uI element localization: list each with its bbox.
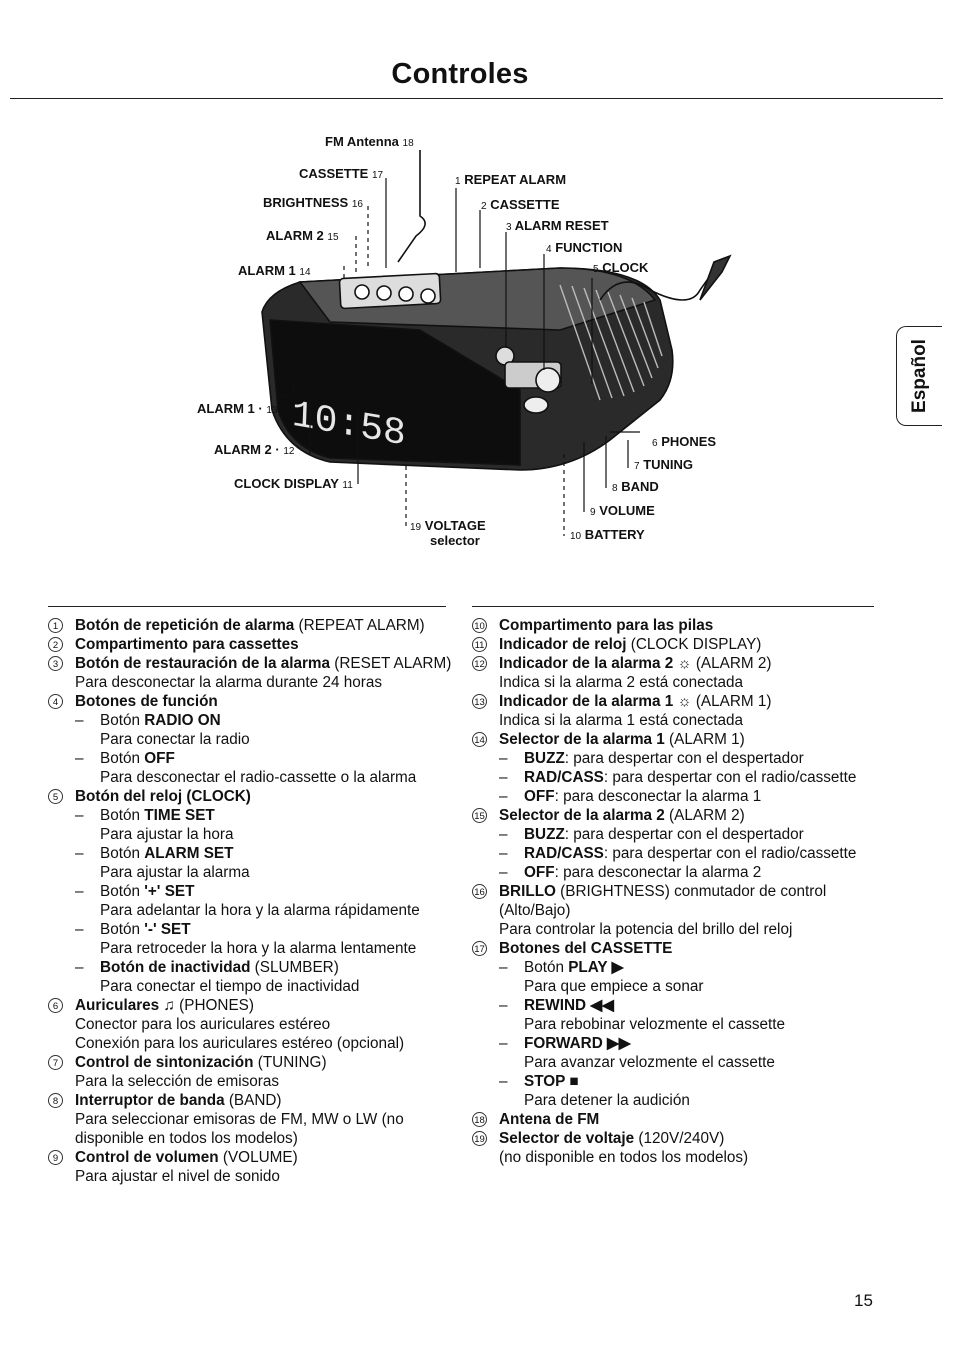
sub-item-name: '+' SET	[144, 883, 195, 900]
item-number-badge: 13	[472, 694, 487, 709]
item-detail: ☼ (ALARM 2)	[673, 655, 772, 672]
sub-item	[499, 1072, 872, 1091]
clock-display-digits: 10:58	[291, 393, 407, 457]
control-item	[472, 1129, 872, 1148]
label-alarm-reset: 3 ALARM RESET	[506, 218, 609, 233]
item-description: Indica si la alarma 1 está conectada	[499, 712, 744, 729]
item-description: (no disponible en todos los modelos)	[499, 1149, 749, 1166]
sub-item	[75, 958, 453, 977]
sub-item-prefix: Botón	[100, 750, 145, 767]
page-number: 15	[854, 1291, 873, 1310]
label-tuning: 7 TUNING	[634, 457, 694, 472]
item-number-badge: 1	[48, 618, 63, 633]
label-brightness: BRIGHTNESS 16	[263, 195, 363, 210]
item-number-badge: 7	[48, 1055, 63, 1070]
sub-item-detail: : para despertar con el despertador	[564, 826, 804, 843]
sub-item-detail: : para despertar con el despertador	[564, 750, 804, 767]
sub-item-name: ALARM SET	[144, 845, 234, 862]
item-title: Botón de repetición de alarma	[75, 617, 295, 634]
item-detail: ☼ (ALARM 1)	[673, 693, 772, 710]
control-item	[472, 806, 872, 825]
sub-item	[75, 882, 453, 901]
label-alarm2-top: ALARM 2 15	[266, 228, 339, 243]
sub-item	[499, 768, 872, 787]
sub-item-name: RADIO ON	[144, 712, 221, 729]
item-title: Compartimento para las pilas	[499, 617, 714, 634]
control-item	[472, 692, 872, 711]
sub-item-name: OFF	[524, 788, 555, 805]
control-item	[472, 730, 872, 749]
item-detail: (TUNING)	[253, 1054, 327, 1071]
item-description: Conector para los auriculares estéreo	[75, 1016, 331, 1033]
control-item	[48, 654, 453, 692]
sub-item-description: Para conectar el tiempo de inactividad	[100, 978, 360, 995]
control-item	[48, 692, 453, 711]
sub-item-detail: : para despertar con el radio/cassette	[603, 845, 857, 862]
item-title: Control de volumen	[75, 1149, 219, 1166]
label-alarm1-left: ALARM 1 · 13	[197, 401, 278, 416]
dash-bullet: –	[499, 1035, 508, 1052]
item-detail: (120V/240V)	[634, 1130, 725, 1147]
item-number-badge: 4	[48, 694, 63, 709]
label-alarm1-top: ALARM 1 14	[238, 263, 311, 278]
item-detail: (BRIGHTNESS) conmutador de control (Alto/Bajo)	[499, 883, 827, 919]
item-number-badge: 9	[48, 1150, 63, 1165]
label-volume: 9 VOLUME	[590, 503, 655, 518]
item-detail: (VOLUME)	[218, 1149, 298, 1166]
item-number-badge: 11	[472, 637, 487, 652]
dash-bullet: –	[499, 826, 508, 843]
dash-bullet: –	[75, 712, 84, 729]
control-item	[472, 1110, 872, 1129]
label-voltage-selector: selector	[430, 533, 480, 548]
sub-item	[499, 749, 872, 768]
control-item	[48, 1091, 453, 1110]
item-number-badge: 12	[472, 656, 487, 671]
sub-item-name: Botón de inactividad	[100, 959, 251, 976]
right-column-rule	[472, 606, 874, 607]
item-detail: (REPEAT ALARM)	[294, 617, 425, 634]
sub-item	[499, 844, 872, 863]
sub-item-name: '-' SET	[144, 921, 191, 938]
control-item	[472, 654, 872, 673]
control-item	[48, 996, 453, 1015]
label-clock: 5 CLOCK	[593, 260, 649, 275]
item-number-badge: 2	[48, 637, 63, 652]
sub-item-detail: (SLUMBER)	[250, 959, 339, 976]
sub-item-detail: : para desconectar la alarma 2	[554, 864, 762, 881]
item-number-badge: 3	[48, 656, 63, 671]
item-number-badge: 18	[472, 1112, 487, 1127]
sub-item	[499, 1034, 872, 1053]
item-title: Indicador de reloj	[499, 636, 627, 653]
label-fm-antenna: FM Antenna 18	[325, 134, 414, 149]
dash-bullet: –	[499, 1073, 508, 1090]
sub-item-description: Para adelantar la hora y la alarma rápidamente	[100, 902, 420, 919]
item-number-badge: 16	[472, 884, 487, 899]
sub-item-name: RAD/CASS	[524, 845, 604, 862]
label-clock-display: CLOCK DISPLAY 11	[234, 476, 353, 491]
item-number-badge: 6	[48, 998, 63, 1013]
label-repeat-alarm: 1 REPEAT ALARM	[455, 172, 567, 187]
control-item	[472, 635, 872, 654]
language-label: Español	[908, 339, 930, 413]
controls-list-left	[48, 616, 453, 1186]
dash-bullet: –	[499, 769, 508, 786]
sub-item	[499, 825, 872, 844]
control-item	[48, 787, 453, 806]
item-title: Indicador de la alarma 1	[499, 693, 674, 710]
item-title: Compartimento para cassettes	[75, 636, 299, 653]
clock-radio-diagram	[0, 0, 954, 600]
item-number-badge: 19	[472, 1131, 487, 1146]
controls-list-right	[472, 616, 872, 1167]
item-number-badge: 14	[472, 732, 487, 747]
page-title: Controles	[391, 58, 529, 90]
sub-item-name: STOP ■	[524, 1073, 579, 1090]
sub-item	[499, 996, 872, 1015]
sub-item	[499, 787, 872, 806]
item-description: Para controlar la potencia del brillo del reloj	[499, 921, 793, 938]
dash-bullet: –	[499, 845, 508, 862]
item-title: Botón del reloj (CLOCK)	[75, 788, 251, 805]
sub-item	[499, 958, 872, 977]
sub-item-description: Para conectar la radio	[100, 731, 250, 748]
sub-item-name: RAD/CASS	[524, 769, 604, 786]
item-detail: (ALARM 1)	[664, 731, 745, 748]
item-detail: (RESET ALARM) Para desconectar la alarma durante 24 horas	[75, 655, 452, 691]
sub-item-name: OFF	[144, 750, 175, 767]
item-detail: (BAND)	[224, 1092, 282, 1109]
dash-bullet: –	[499, 864, 508, 881]
item-title: Interruptor de banda	[75, 1092, 225, 1109]
sub-item-prefix: Botón	[100, 883, 145, 900]
dash-bullet: –	[499, 788, 508, 805]
item-detail: (ALARM 2)	[664, 807, 745, 824]
control-item	[48, 1053, 453, 1072]
sub-item	[75, 844, 453, 863]
sub-item-prefix: Botón	[100, 845, 145, 862]
sub-item-detail: : para desconectar la alarma 1	[554, 788, 762, 805]
sub-item-description: Para rebobinar velozmente el cassette	[524, 1016, 786, 1033]
control-item	[472, 616, 872, 635]
control-item	[472, 939, 872, 958]
label-voltage: 19 VOLTAGE	[410, 518, 486, 533]
item-title: Botones de función	[75, 693, 218, 710]
sub-item-prefix: Botón	[100, 712, 145, 729]
dash-bullet: –	[499, 959, 508, 976]
dash-bullet: –	[499, 750, 508, 767]
sub-item	[75, 806, 453, 825]
sub-item-name: REWIND ◀◀	[524, 997, 614, 1014]
item-title: Auriculares ♫	[75, 997, 175, 1014]
control-item	[48, 616, 453, 635]
item-title: BRILLO	[499, 883, 556, 900]
label-phones: 6 PHONES	[652, 434, 717, 449]
sub-item-name: BUZZ	[524, 750, 565, 767]
item-title: Botón de restauración de la alarma	[75, 655, 331, 672]
label-alarm2-left: ALARM 2 · 12	[214, 442, 295, 457]
sub-item-name: PLAY ▶	[568, 959, 624, 976]
sub-item-name: TIME SET	[144, 807, 215, 824]
item-number-badge: 17	[472, 941, 487, 956]
label-battery: 10 BATTERY	[570, 527, 645, 542]
item-title: Botones del CASSETTE	[499, 940, 673, 957]
item-number-badge: 15	[472, 808, 487, 823]
sub-item-description: Para detener la audición	[524, 1092, 690, 1109]
item-title: Control de sintonización	[75, 1054, 254, 1071]
sub-item-description: Para ajustar la alarma	[100, 864, 250, 881]
item-detail: (CLOCK DISPLAY)	[626, 636, 762, 653]
label-band: 8 BAND	[612, 479, 659, 494]
sub-item-description: Para ajustar la hora	[100, 826, 234, 843]
label-function: 4 FUNCTION	[546, 240, 623, 255]
sub-item-name: FORWARD ▶▶	[524, 1035, 631, 1052]
item-title: Indicador de la alarma 2	[499, 655, 674, 672]
control-item	[48, 635, 453, 654]
item-number-badge: 8	[48, 1093, 63, 1108]
sub-item	[499, 863, 872, 882]
item-description: Para ajustar el nivel de sonido	[75, 1168, 280, 1185]
item-description: Conexión para los auriculares estéreo (opcional)	[75, 1035, 405, 1052]
control-item	[472, 882, 872, 920]
item-title: Selector de voltaje	[499, 1130, 635, 1147]
label-cassette-right: 2 CASSETTE	[481, 197, 560, 212]
sub-item-description: Para avanzar velozmente el cassette	[524, 1054, 775, 1071]
item-description: Indica si la alarma 2 está conectada	[499, 674, 744, 691]
sub-item-description: Para retroceder la hora y la alarma lentamente	[100, 940, 417, 957]
item-description: Para la selección de emisoras	[75, 1073, 280, 1090]
dash-bullet: –	[75, 921, 84, 938]
sub-item	[75, 920, 453, 939]
sub-item-prefix: Botón	[100, 921, 145, 938]
dash-bullet: –	[75, 750, 84, 767]
dash-bullet: –	[75, 845, 84, 862]
sub-item	[75, 711, 453, 730]
label-cassette-left: CASSETTE 17	[299, 166, 384, 181]
item-description: Para seleccionar emisoras de FM, MW o LW (no disponible en todos los modelos)	[75, 1111, 404, 1147]
item-number-badge: 5	[48, 789, 63, 804]
dash-bullet: –	[75, 959, 84, 976]
control-item	[48, 1148, 453, 1167]
sub-item-description: Para desconectar el radio-cassette o la alarma	[100, 769, 417, 786]
dash-bullet: –	[75, 883, 84, 900]
sub-item-name: OFF	[524, 864, 555, 881]
sub-item-name: BUZZ	[524, 826, 565, 843]
item-title: Selector de la alarma 2	[499, 807, 665, 824]
sub-item	[75, 749, 453, 768]
sub-item-prefix: Botón	[524, 959, 569, 976]
item-title: Antena de FM	[499, 1111, 600, 1128]
left-column-rule	[48, 606, 446, 607]
sub-item-description: Para que empiece a sonar	[524, 978, 704, 995]
item-detail: (PHONES)	[174, 997, 254, 1014]
item-number-badge: 10	[472, 618, 487, 633]
sub-item-detail: : para despertar con el radio/cassette	[603, 769, 857, 786]
dash-bullet: –	[75, 807, 84, 824]
dash-bullet: –	[499, 997, 508, 1014]
sub-item-prefix: Botón	[100, 807, 145, 824]
item-title: Selector de la alarma 1	[499, 731, 665, 748]
